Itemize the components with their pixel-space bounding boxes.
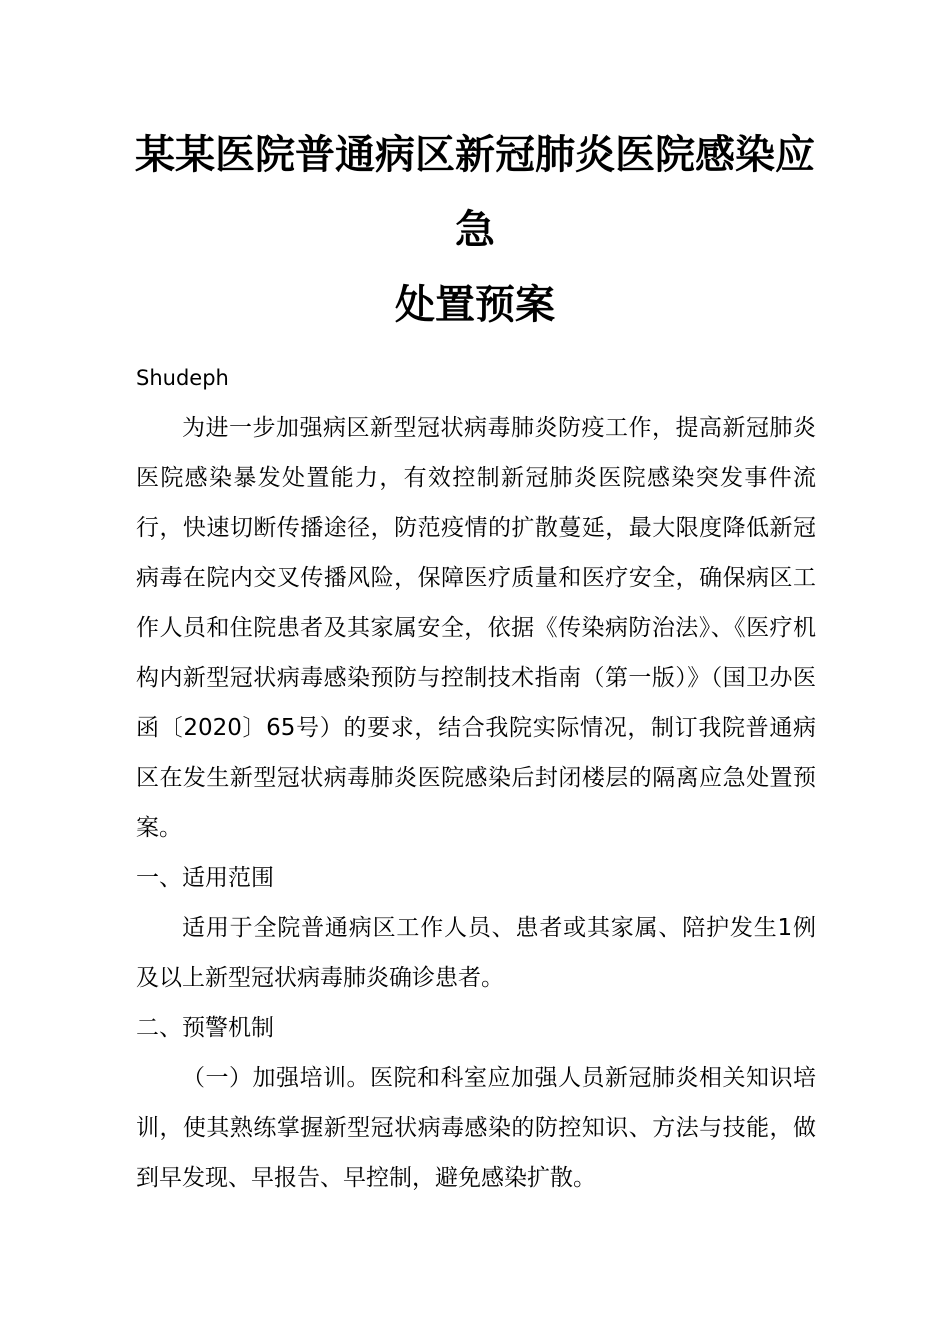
section-paragraph-training: （一）加强培训。医院和科室应加强人员新冠肺炎相关知识培训，使其熟练掌握新型冠状病毒感染的防控知识、方法与技能，做到早发现、早报告、早控制，避免感染扩散。 (136, 1065, 816, 1191)
title-line-2: 急 (455, 207, 495, 253)
section-heading-scope: 一、适用范围 (136, 865, 274, 891)
document-body (136, 353, 816, 1203)
document-title (120, 118, 830, 343)
title-line-1: 某某医院普通病区新冠肺炎医院感染应 (135, 132, 815, 178)
author-name: Shudeph (136, 366, 229, 390)
title-line-3: 处置预案 (395, 282, 555, 328)
intro-paragraph: 为进一步加强病区新型冠状病毒肺炎防疫工作，提高新冠肺炎医院感染暴发处置能力，有效控制新冠肺炎医院感染突发事件流行，快速切断传播途径，防范疫情的扩散蔓延，最大限度降低新冠病毒在院内交叉传播风险，保障医疗质量和医疗安全，确保病区工作人员和住院患者及其家属安全，依据《传染病防治法》、《医疗机构内新型冠状病毒感染预防与控制技术指南（第一版）》（国卫办医函〔2020〕65号）的要求，结合我院实际情况，制订我院普通病区在发生新型冠状病毒肺炎医院感染后封闭楼层的隔离应急处置预案。 (136, 415, 816, 841)
section-paragraph-scope: 适用于全院普通病区工作人员、患者或其家属、陪护发生1例及以上新型冠状病毒肺炎确诊患者。 (136, 915, 816, 991)
section-heading-warning: 二、预警机制 (136, 1015, 274, 1041)
